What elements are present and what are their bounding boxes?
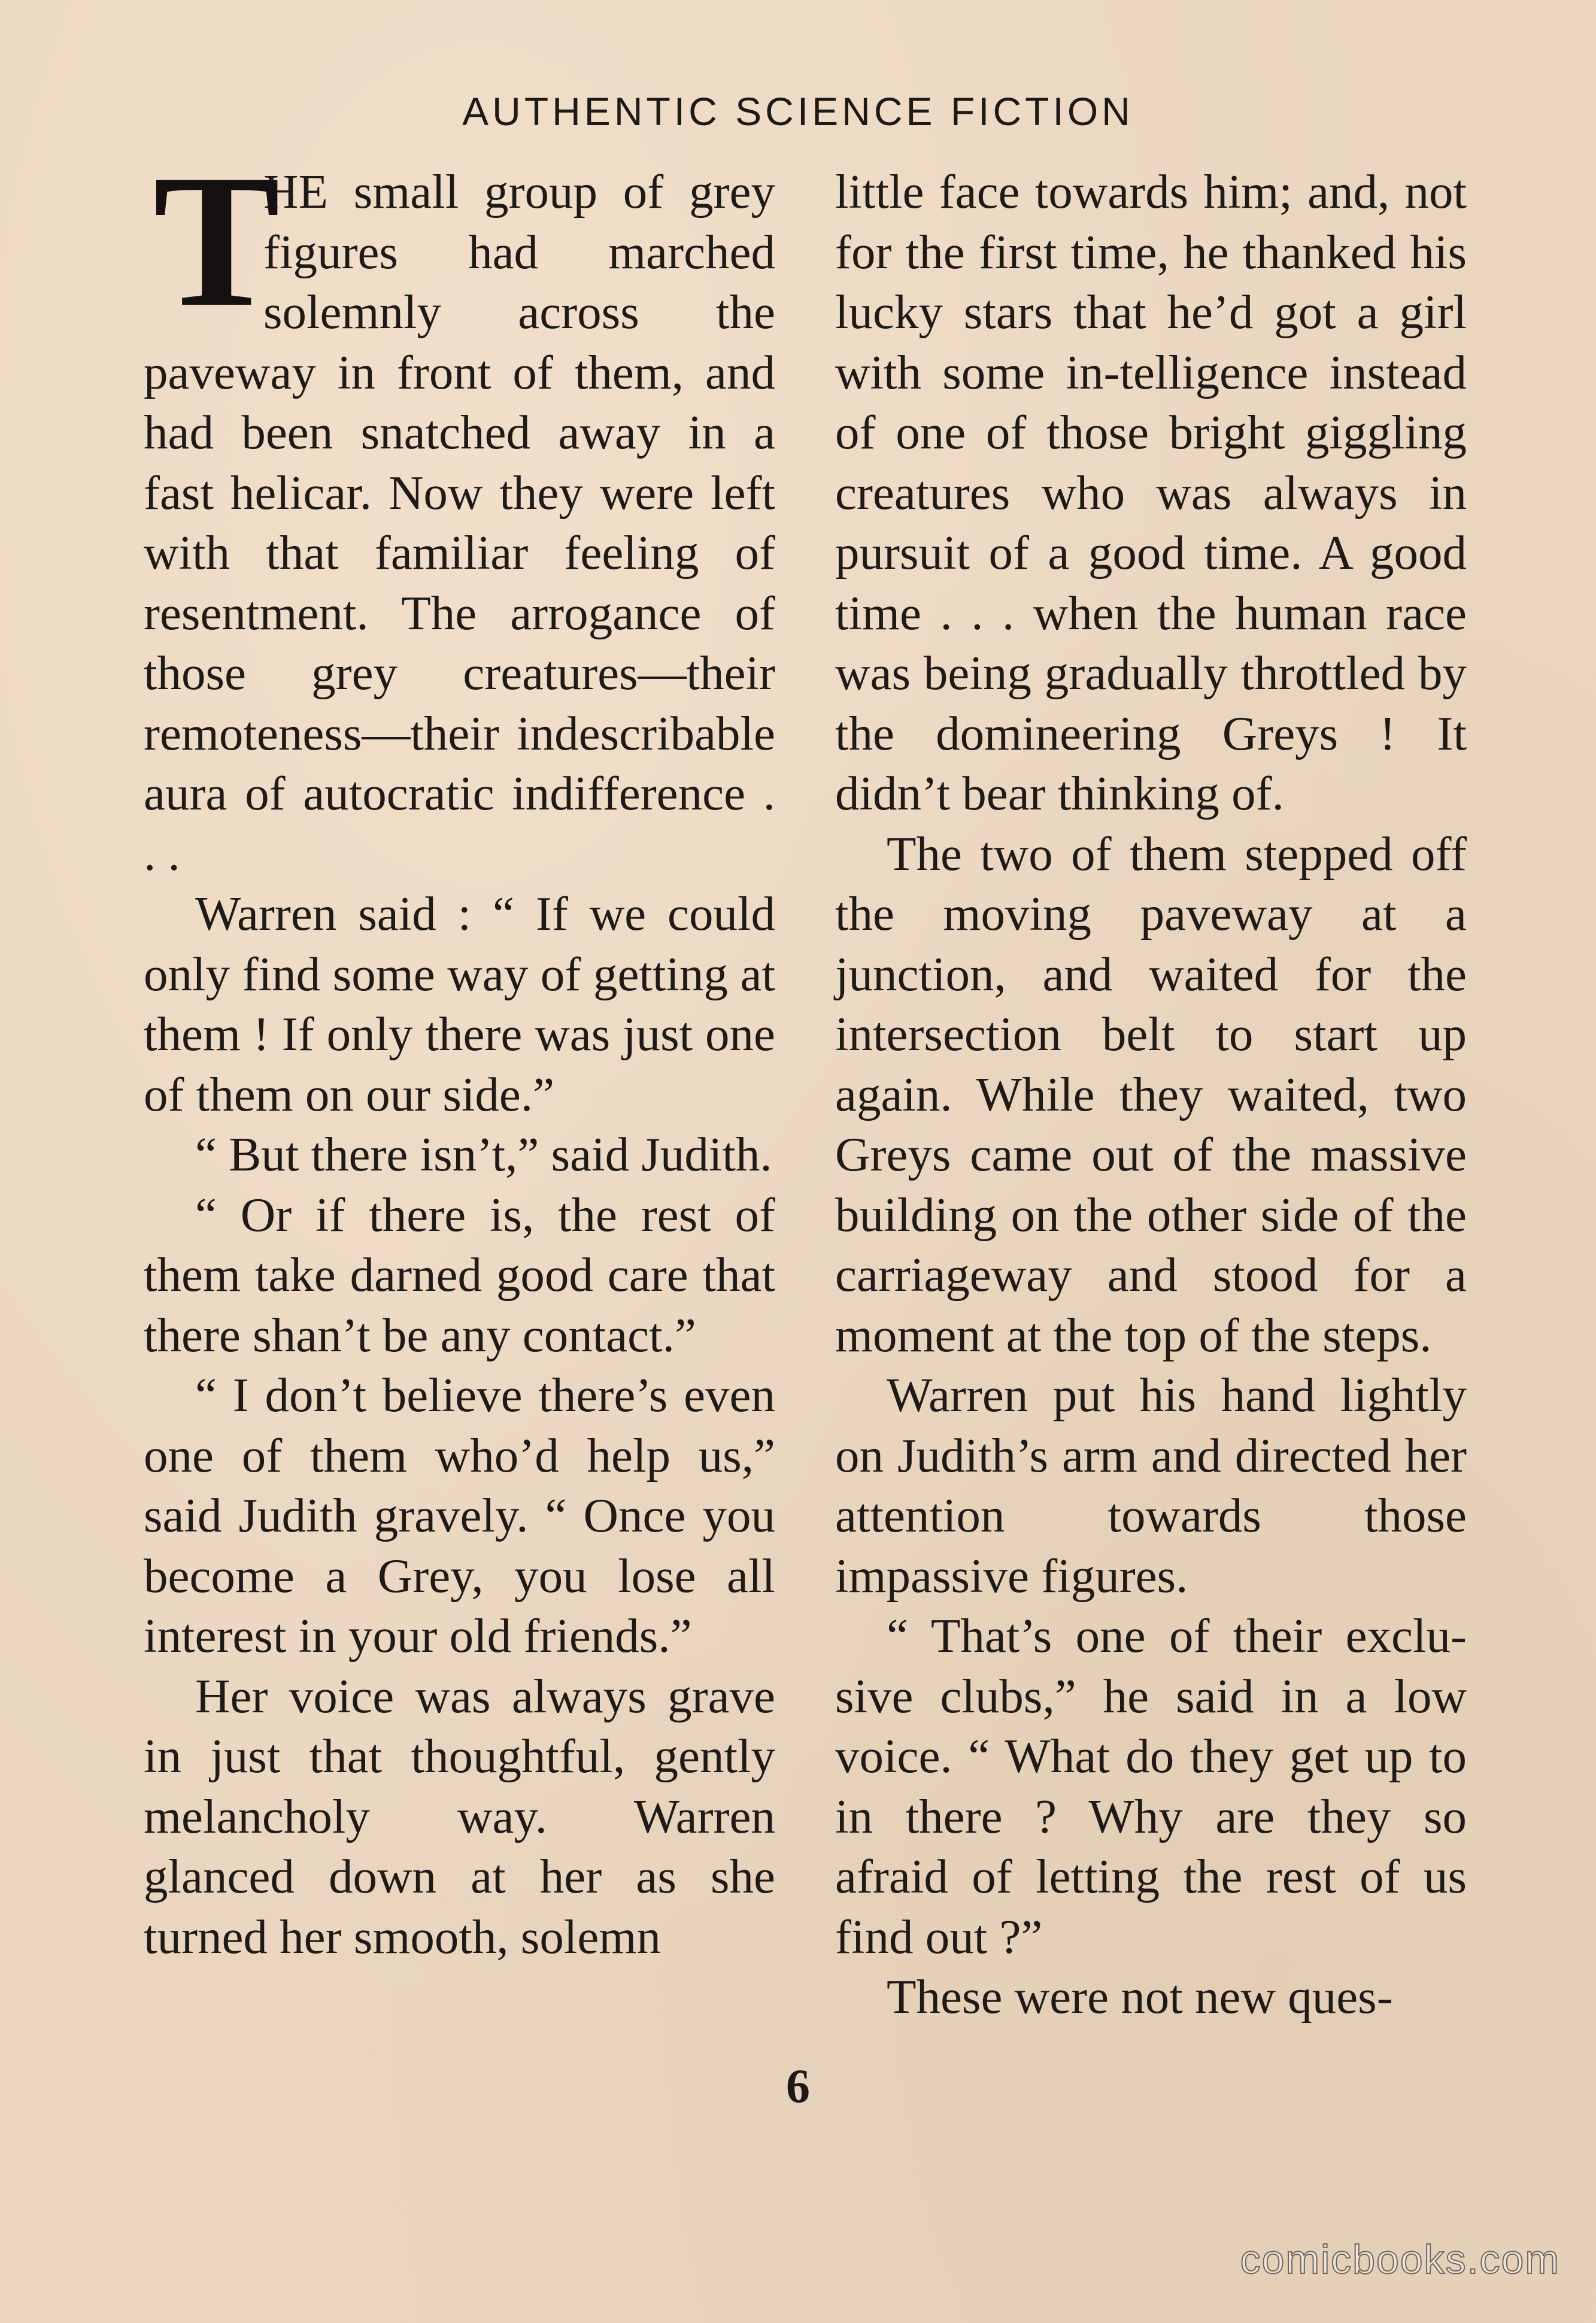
paragraph: Warren put his hand lightly on Judith’s arm and directed her attention towards those impassive figures. [835, 1368, 1467, 1603]
watermark: comicbooks.com [1240, 2237, 1560, 2282]
paragraph: “ But there isn’t,” said Judith. [195, 1127, 772, 1181]
drop-cap-box [144, 135, 281, 346]
paragraph: Warren said : “ If we could only find some way of getting at them ! If only there was just one of them on our side.” [144, 887, 775, 1121]
paragraph: “ I don’t believe there’s even one of them who’d help us,” said Judith gravely. “ Once you become a Grey, you lose all interest in your old friends.” [144, 1368, 775, 1663]
left-column [144, 135, 775, 1967]
drop-cap: T [153, 135, 281, 346]
paragraph: little face towards him; and, not for the first time, he thanked his lucky stars that he’d got a girl with some in-telligence instead of one of those bright giggling creatures who was always in pursuit of a good time. A good time . . . when the human race was being gradually throttled by the domineering Greys ! It didn’t bear thinking of. [835, 165, 1467, 820]
paragraph: The two of them stepped off the moving paveway at a junction, and waited for the intersection belt to start up again. While they waited, two Greys came out of the massive building on the other side of the carriageway and stood for a moment at the top of the steps. [835, 826, 1467, 1362]
paragraph: These were not new ques- [887, 1970, 1393, 2024]
paragraph-text: HE small group of grey figures had marched solemnly across the paveway in front of them, and had been snatched away in a fast helicar. Now they were left with that familiar feeling of resentment. The arrogance of those grey creatures—their remoteness—their indescribable aura of autocratic indifference . . . [144, 165, 775, 881]
paragraph: Her voice was always grave in just that thoughtful, gently melancholy way. Warren glanced down at her as she turned her smooth, solemn [144, 1669, 775, 1964]
paragraph: “ That’s one of their exclu-sive clubs,” he said in a low voice. “ What do they get up to in there ? Why are they so afraid of letting the rest of us find out ?” [835, 1609, 1467, 1964]
paragraph [144, 135, 775, 884]
right-column [835, 162, 1467, 2027]
running-head: AUTHENTIC SCIENCE FICTION [462, 89, 1134, 134]
page-number: 6 [786, 2060, 810, 2113]
paragraph: “ Or if there is, the rest of them take darned good care that there shan’t be any contact.” [144, 1187, 775, 1362]
